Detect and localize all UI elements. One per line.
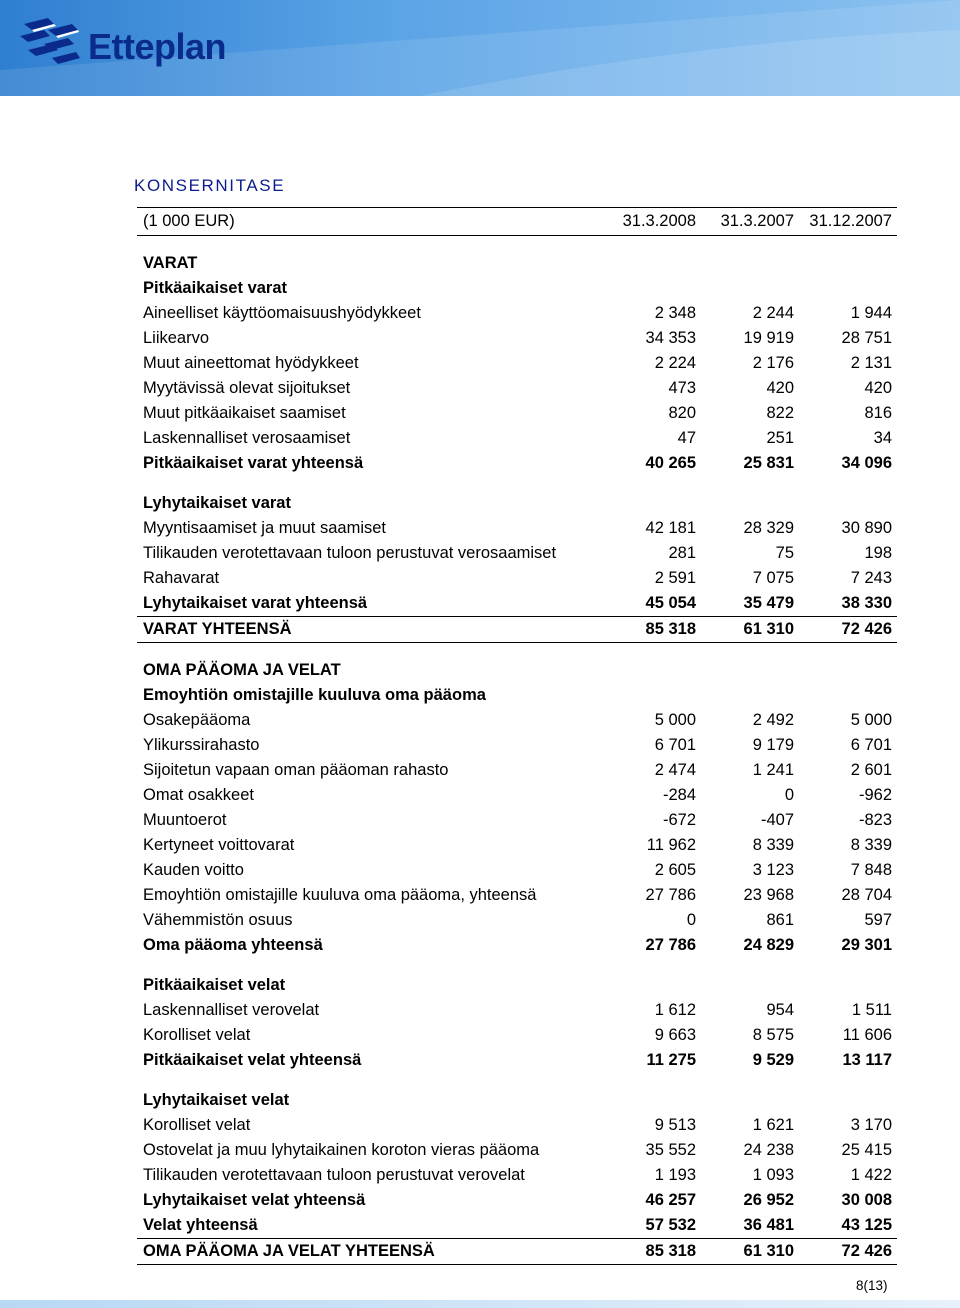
row-group: [137, 998, 897, 1048]
value-col-1: 9 663: [654, 1026, 696, 1044]
row-label: Rahavarat: [143, 569, 220, 587]
value-col-3: 7 243: [850, 569, 892, 587]
table-row: [137, 516, 897, 541]
table-row: [137, 301, 897, 326]
column-header-3: 31.12.2007: [809, 212, 892, 230]
value-col-3: 2 131: [850, 354, 892, 372]
value-col-2: 2 492: [752, 711, 794, 729]
header-banner: [0, 0, 960, 96]
value-col-2: 19 919: [743, 329, 794, 347]
row-label: Kauden voitto: [143, 861, 244, 879]
value-col-2: 24 238: [743, 1141, 794, 1159]
value-col-3: 5 000: [850, 711, 892, 729]
row-label: Muut aineettomat hyödykkeet: [143, 354, 359, 372]
value-col-3: 1 944: [850, 304, 892, 322]
value-col-1: 2 591: [654, 569, 696, 587]
value-col-1: 2 605: [654, 861, 696, 879]
row-label: Korolliset velat: [143, 1116, 251, 1134]
total-row: Pitkäaikaiset varat yhteensä 40 265 25 831 34 096: [143, 454, 892, 472]
row-label: Muuntoerot: [143, 811, 227, 829]
table-row: [137, 883, 897, 908]
value-col-2: 251: [766, 429, 794, 447]
section-heading: Emoyhtiön omistajille kuuluva oma pääoma: [143, 686, 486, 704]
value-col-2: 23 968: [743, 886, 794, 904]
value-col-1: 11 962: [646, 836, 696, 854]
value-col-3: 11 606: [842, 1026, 892, 1044]
value-col-3: -823: [858, 811, 892, 829]
table-row: [137, 758, 897, 783]
value-col-2: 822: [766, 404, 794, 422]
value-col-2: 1 621: [752, 1116, 794, 1134]
value-col-1: 6 701: [654, 736, 696, 754]
table-row: [137, 1163, 897, 1188]
value-col-2: 9 179: [752, 736, 794, 754]
value-col-3: 198: [864, 544, 892, 562]
table-row: [137, 1138, 897, 1163]
footer-bar: [0, 1300, 960, 1308]
row-label: Osakepääoma: [143, 711, 251, 729]
value-col-1: 9 513: [654, 1116, 696, 1134]
row-label: Vähemmistön osuus: [143, 911, 293, 929]
grand-total-row: VARAT YHTEENSÄ 85 318 61 310 72 426: [137, 616, 897, 643]
row-label: Tilikauden verotettavaan tuloon perustuvat verosaamiset: [143, 544, 557, 562]
value-col-3: 420: [864, 379, 892, 397]
value-col-1: -284: [662, 786, 696, 804]
value-col-3: 30 890: [841, 519, 892, 537]
value-col-1: 42 181: [645, 519, 696, 537]
section-heading: Pitkäaikaiset varat: [143, 279, 288, 297]
row-label: Sijoitetun vapaan oman pääoman rahasto: [143, 761, 449, 779]
value-col-2: 0: [784, 786, 794, 804]
value-col-1: 5 000: [654, 711, 696, 729]
value-col-2: 8 575: [752, 1026, 794, 1044]
etteplan-logo-icon: [18, 16, 82, 74]
table-row: [137, 733, 897, 758]
table-row: [137, 1023, 897, 1048]
section-heading: OMA PÄÄOMA JA VELAT: [143, 661, 341, 679]
row-label: Laskennalliset verosaamiset: [143, 429, 351, 447]
table-row: [137, 808, 897, 833]
value-col-3: 8 339: [850, 836, 892, 854]
row-group: [137, 1113, 897, 1188]
value-col-2: 1 093: [752, 1166, 794, 1184]
table-row: [137, 426, 897, 451]
value-col-3: 1 511: [851, 1001, 892, 1019]
value-col-2: 3 123: [752, 861, 794, 879]
value-col-3: 25 415: [841, 1141, 892, 1159]
value-col-2: 1 241: [752, 761, 794, 779]
table-row: [137, 1113, 897, 1138]
value-col-3: 816: [864, 404, 892, 422]
row-group: [137, 516, 897, 591]
total-row: Pitkäaikaiset velat yhteensä 11 275 9 529 13 117: [143, 1051, 892, 1069]
table-row: [137, 351, 897, 376]
value-col-2: 8 339: [752, 836, 794, 854]
row-label: Myyntisaamiset ja muut saamiset: [143, 519, 386, 537]
value-col-3: 597: [864, 911, 892, 929]
value-col-3: 34: [873, 429, 892, 447]
table-row: [137, 541, 897, 566]
value-col-2: 7 075: [752, 569, 794, 587]
section-heading: Pitkäaikaiset velat: [143, 976, 286, 994]
value-col-2: 2 176: [752, 354, 794, 372]
value-col-1: 34 353: [645, 329, 696, 347]
row-label: Tilikauden verotettavaan tuloon perustuvat verovelat: [143, 1166, 525, 1184]
row-label: Muut pitkäaikaiset saamiset: [143, 404, 346, 422]
value-col-3: -962: [858, 786, 892, 804]
value-col-2: -407: [760, 811, 794, 829]
value-col-3: 6 701: [850, 736, 892, 754]
value-col-3: 28 704: [841, 886, 892, 904]
page-title: KONSERNITASE: [134, 176, 286, 195]
row-label: Ostovelat ja muu lyhytaikainen koroton vieras pääoma: [143, 1141, 540, 1159]
table-row: [137, 998, 897, 1023]
value-col-1: 281: [668, 544, 696, 562]
row-label: Emoyhtiön omistajille kuuluva oma pääoma, yhteensä: [143, 886, 537, 904]
value-col-2: 28 329: [743, 519, 794, 537]
value-col-2: 2 244: [752, 304, 794, 322]
row-label: Myytävissä olevat sijoitukset: [143, 379, 351, 397]
value-col-1: 0: [686, 911, 696, 929]
value-col-1: -672: [662, 811, 696, 829]
row-label: Ylikurssirahasto: [143, 736, 260, 754]
grand-total-row: OMA PÄÄOMA JA VELAT YHTEENSÄ 85 318 61 310 72 426: [137, 1238, 897, 1265]
table-row: [137, 376, 897, 401]
value-col-3: 3 170: [850, 1116, 892, 1134]
value-col-1: 27 786: [645, 886, 696, 904]
table-row: [137, 326, 897, 351]
value-col-1: 473: [668, 379, 696, 397]
value-col-3: 1 422: [850, 1166, 892, 1184]
row-group: [137, 708, 897, 933]
page-number: 8(13): [856, 1278, 888, 1293]
row-label: Kertyneet voittovarat: [143, 836, 295, 854]
value-col-1: 2 474: [654, 761, 696, 779]
row-group: [137, 301, 897, 451]
total-row: Oma pääoma yhteensä 27 786 24 829 29 301: [143, 936, 892, 954]
value-col-2: 420: [766, 379, 794, 397]
total-row: Velat yhteensä 57 532 36 481 43 125: [143, 1216, 892, 1234]
total-row: Lyhytaikaiset varat yhteensä 45 054 35 479 38 330: [143, 594, 892, 612]
row-label: Omat osakkeet: [143, 786, 254, 804]
section-heading: Lyhytaikaiset varat: [143, 494, 291, 512]
brand-name: Etteplan: [88, 26, 227, 67]
row-label: Laskennalliset verovelat: [143, 1001, 320, 1019]
value-col-2: 861: [766, 911, 794, 929]
table-row: [137, 858, 897, 883]
table-row: [137, 833, 897, 858]
column-header-1: 31.3.2008: [622, 212, 696, 230]
total-row: Lyhytaikaiset velat yhteensä 46 257 26 952 30 008: [143, 1191, 892, 1209]
value-col-1: 820: [668, 404, 696, 422]
balance-sheet-table: [137, 207, 897, 1265]
section-heading: Lyhytaikaiset velat: [143, 1091, 290, 1109]
value-col-1: 1 193: [654, 1166, 696, 1184]
value-col-3: 2 601: [850, 761, 892, 779]
value-col-2: 954: [766, 1001, 794, 1019]
value-col-1: 47: [677, 429, 696, 447]
table-row: [137, 708, 897, 733]
value-col-1: 35 552: [645, 1141, 696, 1159]
table-header: [137, 207, 897, 236]
value-col-1: 2 348: [654, 304, 696, 322]
value-col-1: 1 612: [654, 1001, 696, 1019]
table-row: [137, 401, 897, 426]
table-row: [137, 783, 897, 808]
value-col-1: 2 224: [654, 354, 696, 372]
value-col-3: 7 848: [850, 861, 892, 879]
row-label: Aineelliset käyttöomaisuushyödykkeet: [143, 304, 421, 322]
row-label: Korolliset velat: [143, 1026, 251, 1044]
value-col-3: 28 751: [841, 329, 892, 347]
table-row: [137, 566, 897, 591]
company-logo: [18, 16, 258, 76]
value-col-2: 75: [775, 544, 794, 562]
row-label: Liikearvo: [143, 329, 210, 347]
section-heading: VARAT: [143, 254, 198, 272]
column-header-2: 31.3.2007: [720, 212, 794, 230]
table-row: [137, 908, 897, 933]
unit-label: (1 000 EUR): [143, 212, 235, 230]
